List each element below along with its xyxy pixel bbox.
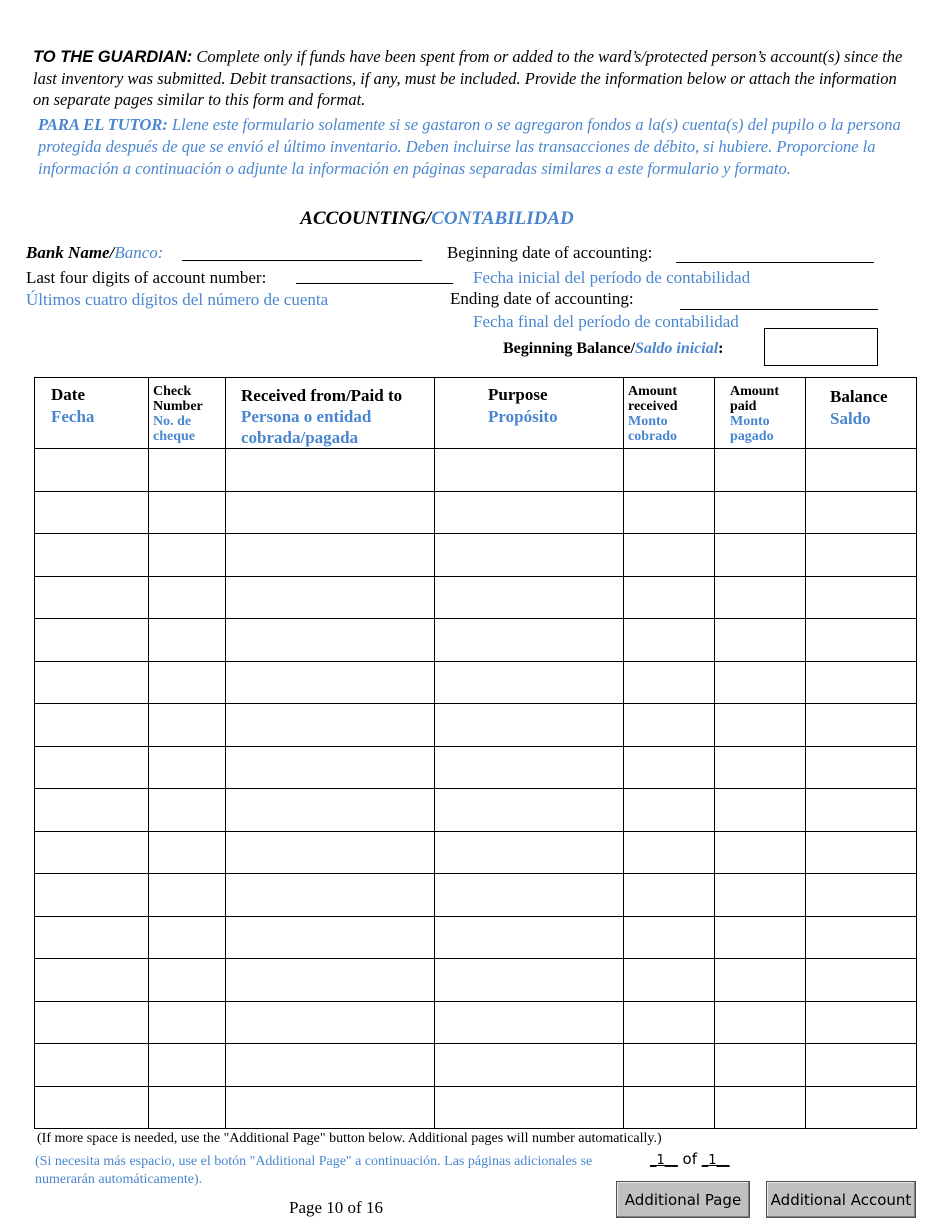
cell-amount-received[interactable] xyxy=(624,746,715,789)
header-paid-en-2: paid xyxy=(730,399,757,414)
cell-date[interactable] xyxy=(35,746,149,789)
cell-amount-paid[interactable] xyxy=(715,619,806,662)
table-row xyxy=(35,619,917,662)
table-row xyxy=(35,831,917,874)
page-number: Page 10 of 16 xyxy=(289,1198,383,1217)
cell-amount-received[interactable] xyxy=(624,704,715,747)
table-row xyxy=(35,704,917,747)
additional-page-note-es: (Si necesita más espacio, use el botón "Additional Page" a continuación. Las páginas adicionales se numerarán automáticamente). xyxy=(35,1154,593,1187)
cell-date[interactable] xyxy=(35,874,149,917)
cell-amount-paid[interactable] xyxy=(715,789,806,832)
cell-received-from-paid-to[interactable] xyxy=(226,831,435,874)
cell-received-from-paid-to[interactable] xyxy=(226,1044,435,1087)
cell-check-number[interactable] xyxy=(149,1044,226,1087)
cell-check-number[interactable] xyxy=(149,449,226,492)
page-counter-of: of xyxy=(677,1150,702,1168)
ledger-table xyxy=(34,377,917,1129)
ledger-header-row xyxy=(35,378,917,449)
table-row xyxy=(35,916,917,959)
cell-received-from-paid-to[interactable] xyxy=(226,1086,435,1129)
cell-date[interactable] xyxy=(35,619,149,662)
cell-balance[interactable] xyxy=(806,916,917,959)
cell-received-from-paid-to[interactable] xyxy=(226,619,435,662)
cell-date[interactable] xyxy=(35,789,149,832)
cell-received-from-paid-to[interactable] xyxy=(226,449,435,492)
header-party-en: Received from/Paid to xyxy=(241,386,403,405)
ledger-body xyxy=(35,449,917,1129)
cell-date[interactable] xyxy=(35,449,149,492)
last-four-label-es: Últimos cuatro dígitos del número de cuenta xyxy=(26,290,329,309)
cell-amount-received[interactable] xyxy=(624,576,715,619)
cell-amount-paid[interactable] xyxy=(715,491,806,534)
header-paid-en-1: Amount xyxy=(730,384,780,399)
cell-amount-paid[interactable] xyxy=(715,449,806,492)
cell-date[interactable] xyxy=(35,959,149,1002)
cell-check-number[interactable] xyxy=(149,1001,226,1044)
cell-date[interactable] xyxy=(35,1001,149,1044)
cell-check-number[interactable] xyxy=(149,704,226,747)
cell-amount-received[interactable] xyxy=(624,491,715,534)
cell-check-number[interactable] xyxy=(149,916,226,959)
header-check-number xyxy=(149,378,226,449)
cell-check-number[interactable] xyxy=(149,874,226,917)
table-row xyxy=(35,661,917,704)
cell-date[interactable] xyxy=(35,704,149,747)
cell-date[interactable] xyxy=(35,491,149,534)
cell-check-number[interactable] xyxy=(149,619,226,662)
cell-purpose[interactable] xyxy=(435,534,624,577)
cell-amount-received[interactable] xyxy=(624,534,715,577)
cell-amount-paid[interactable] xyxy=(715,959,806,1002)
begin-balance-label-es: Saldo inicial xyxy=(635,340,719,357)
cell-balance[interactable] xyxy=(806,491,917,534)
header-date-en: Date xyxy=(51,385,85,404)
cell-amount-received[interactable] xyxy=(624,789,715,832)
cell-amount-paid[interactable] xyxy=(715,576,806,619)
cell-amount-paid[interactable] xyxy=(715,874,806,917)
additional-page-note-en: (If more space is needed, use the "Additional Page" button below. Additional pages will number automatically.) xyxy=(37,1131,662,1146)
cell-balance[interactable] xyxy=(806,1086,917,1129)
cell-amount-paid[interactable] xyxy=(715,1001,806,1044)
cell-purpose[interactable] xyxy=(435,746,624,789)
bank-name-field[interactable] xyxy=(182,260,422,261)
cell-purpose[interactable] xyxy=(435,576,624,619)
header-purpose-es: Propósito xyxy=(488,407,558,426)
cell-date[interactable] xyxy=(35,831,149,874)
bank-name-label-es: Banco: xyxy=(114,243,164,262)
cell-purpose[interactable] xyxy=(435,661,624,704)
cell-check-number[interactable] xyxy=(149,831,226,874)
instructions-spanish xyxy=(38,114,908,180)
header-amount-received xyxy=(624,378,715,449)
cell-purpose[interactable] xyxy=(435,874,624,917)
cell-purpose[interactable] xyxy=(435,1086,624,1129)
cell-amount-received[interactable] xyxy=(624,619,715,662)
cell-balance[interactable] xyxy=(806,661,917,704)
instructions-english xyxy=(33,46,913,110)
cell-balance[interactable] xyxy=(806,1001,917,1044)
header-party-es-1: Persona o entidad xyxy=(241,407,372,426)
page-counter-current: _1__ xyxy=(650,1153,678,1168)
cell-received-from-paid-to[interactable] xyxy=(226,491,435,534)
cell-check-number[interactable] xyxy=(149,534,226,577)
header-check-en-1: Check xyxy=(153,384,192,399)
header-received-en-1: Amount xyxy=(628,384,678,399)
cell-received-from-paid-to[interactable] xyxy=(226,576,435,619)
cell-check-number[interactable] xyxy=(149,661,226,704)
begin-balance-label-en: Beginning Balance/ xyxy=(503,340,636,357)
header-received-es-2: cobrado xyxy=(628,429,677,444)
cell-purpose[interactable] xyxy=(435,491,624,534)
header-balance xyxy=(806,378,917,449)
cell-date[interactable] xyxy=(35,1086,149,1129)
cell-received-from-paid-to[interactable] xyxy=(226,959,435,1002)
cell-amount-received[interactable] xyxy=(624,874,715,917)
cell-amount-received[interactable] xyxy=(624,661,715,704)
cell-balance[interactable] xyxy=(806,874,917,917)
cell-check-number[interactable] xyxy=(149,746,226,789)
cell-balance[interactable] xyxy=(806,704,917,747)
end-date-label-es: Fecha final del período de contabilidad xyxy=(473,312,739,331)
header-amount-paid xyxy=(715,378,806,449)
begin-balance-field[interactable] xyxy=(764,328,878,366)
cell-balance[interactable] xyxy=(806,449,917,492)
cell-amount-paid[interactable] xyxy=(715,1044,806,1087)
table-row xyxy=(35,746,917,789)
header-purpose xyxy=(435,378,624,449)
table-row xyxy=(35,1044,917,1087)
cell-received-from-paid-to[interactable] xyxy=(226,746,435,789)
table-row xyxy=(35,449,917,492)
header-check-es-1: No. de xyxy=(153,414,192,429)
cell-balance[interactable] xyxy=(806,959,917,1002)
page-counter-total: _1__ xyxy=(701,1153,730,1168)
last-four-label: Last four digits of account number: xyxy=(26,268,267,287)
bank-name-label xyxy=(26,243,163,263)
table-row xyxy=(35,534,917,577)
instructions-lead-en: TO THE GUARDIAN: xyxy=(33,48,193,66)
cell-balance[interactable] xyxy=(806,534,917,577)
header-check-es-2: cheque xyxy=(153,429,195,444)
table-row xyxy=(35,576,917,619)
cell-amount-received[interactable] xyxy=(624,1044,715,1087)
header-date xyxy=(35,378,149,449)
cell-received-from-paid-to[interactable] xyxy=(226,534,435,577)
cell-purpose[interactable] xyxy=(435,1001,624,1044)
cell-received-from-paid-to[interactable] xyxy=(226,1001,435,1044)
cell-balance[interactable] xyxy=(806,831,917,874)
header-check-en-2: Number xyxy=(153,399,203,414)
additional-page-button[interactable]: Additional Page xyxy=(616,1181,750,1218)
cell-date[interactable] xyxy=(35,1044,149,1087)
cell-amount-paid[interactable] xyxy=(715,916,806,959)
cell-received-from-paid-to[interactable] xyxy=(226,661,435,704)
cell-date[interactable] xyxy=(35,916,149,959)
cell-check-number[interactable] xyxy=(149,576,226,619)
begin-balance-label xyxy=(503,340,723,358)
bank-name-label-en: Bank Name/ xyxy=(26,243,115,262)
cell-purpose[interactable] xyxy=(435,449,624,492)
cell-check-number[interactable] xyxy=(149,959,226,1002)
table-row xyxy=(35,491,917,534)
cell-amount-paid[interactable] xyxy=(715,831,806,874)
cell-purpose[interactable] xyxy=(435,619,624,662)
instructions-text-es: Llene este formulario solamente si se gastaron o se agregaron fondos a la(s) cuenta(s) del pupilo o la persona protegida después de que se envió el último inventario. Deben incluirse las transacciones de débito, si hubiere. Proporcione la información a continuación o adjunte la información en páginas separadas similares a este formulario y formato. xyxy=(38,115,901,178)
cell-amount-paid[interactable] xyxy=(715,704,806,747)
cell-received-from-paid-to[interactable] xyxy=(226,874,435,917)
cell-amount-received[interactable] xyxy=(624,831,715,874)
cell-purpose[interactable] xyxy=(435,959,624,1002)
begin-balance-colon: : xyxy=(718,340,724,357)
cell-balance[interactable] xyxy=(806,746,917,789)
header-balance-es: Saldo xyxy=(830,409,871,428)
cell-amount-received[interactable] xyxy=(624,449,715,492)
header-paid-es-1: Monto xyxy=(730,414,770,429)
begin-date-label-es: Fecha inicial del período de contabilidad xyxy=(473,268,751,287)
cell-amount-paid[interactable] xyxy=(715,746,806,789)
cell-date[interactable] xyxy=(35,576,149,619)
end-date-field[interactable] xyxy=(680,309,878,310)
cell-received-from-paid-to[interactable] xyxy=(226,916,435,959)
instructions-lead-es: PARA EL TUTOR: xyxy=(38,115,168,134)
cell-purpose[interactable] xyxy=(435,704,624,747)
header-paid-es-2: pagado xyxy=(730,429,774,444)
cell-purpose[interactable] xyxy=(435,831,624,874)
section-title-en: ACCOUNTING/ xyxy=(300,208,432,229)
additional-account-button[interactable]: Additional Account xyxy=(766,1181,916,1218)
end-date-label: Ending date of accounting: xyxy=(450,289,634,308)
cell-amount-received[interactable] xyxy=(624,1086,715,1129)
cell-received-from-paid-to[interactable] xyxy=(226,704,435,747)
header-purpose-en: Purpose xyxy=(488,385,548,404)
instructions-text-en: Complete only if funds have been spent from or added to the ward’s/protected person’s account(s) since the last inventory was submitted. Debit transactions, if any, must be included. Provide the information below or attach the information on separate pages similar to this form and format. xyxy=(33,47,903,109)
section-title-es: CONTABILIDAD xyxy=(431,208,574,229)
cell-check-number[interactable] xyxy=(149,789,226,832)
cell-balance[interactable] xyxy=(806,1044,917,1087)
cell-balance[interactable] xyxy=(806,619,917,662)
cell-date[interactable] xyxy=(35,661,149,704)
table-row xyxy=(35,1001,917,1044)
page-counter xyxy=(650,1150,730,1168)
cell-received-from-paid-to[interactable] xyxy=(226,789,435,832)
section-title xyxy=(0,208,874,230)
cell-check-number[interactable] xyxy=(149,491,226,534)
table-row xyxy=(35,874,917,917)
table-row xyxy=(35,1086,917,1129)
cell-date[interactable] xyxy=(35,534,149,577)
header-party-es-2: cobrada/pagada xyxy=(241,428,359,447)
cell-amount-paid[interactable] xyxy=(715,1086,806,1129)
cell-balance[interactable] xyxy=(806,576,917,619)
cell-purpose[interactable] xyxy=(435,1044,624,1087)
table-row xyxy=(35,789,917,832)
cell-amount-paid[interactable] xyxy=(715,534,806,577)
cell-amount-received[interactable] xyxy=(624,916,715,959)
header-received-es-1: Monto xyxy=(628,414,668,429)
cell-check-number[interactable] xyxy=(149,1086,226,1129)
last-four-field[interactable] xyxy=(296,283,453,284)
begin-date-label: Beginning date of accounting: xyxy=(447,243,653,262)
table-row xyxy=(35,959,917,1002)
cell-purpose[interactable] xyxy=(435,916,624,959)
header-date-es: Fecha xyxy=(51,407,95,426)
header-received-en-2: received xyxy=(628,399,678,414)
cell-balance[interactable] xyxy=(806,789,917,832)
cell-amount-paid[interactable] xyxy=(715,661,806,704)
cell-purpose[interactable] xyxy=(435,789,624,832)
cell-amount-received[interactable] xyxy=(624,959,715,1002)
header-received-from-paid-to xyxy=(226,378,435,449)
begin-date-field[interactable] xyxy=(676,262,874,263)
cell-amount-received[interactable] xyxy=(624,1001,715,1044)
header-balance-en: Balance xyxy=(830,387,888,406)
